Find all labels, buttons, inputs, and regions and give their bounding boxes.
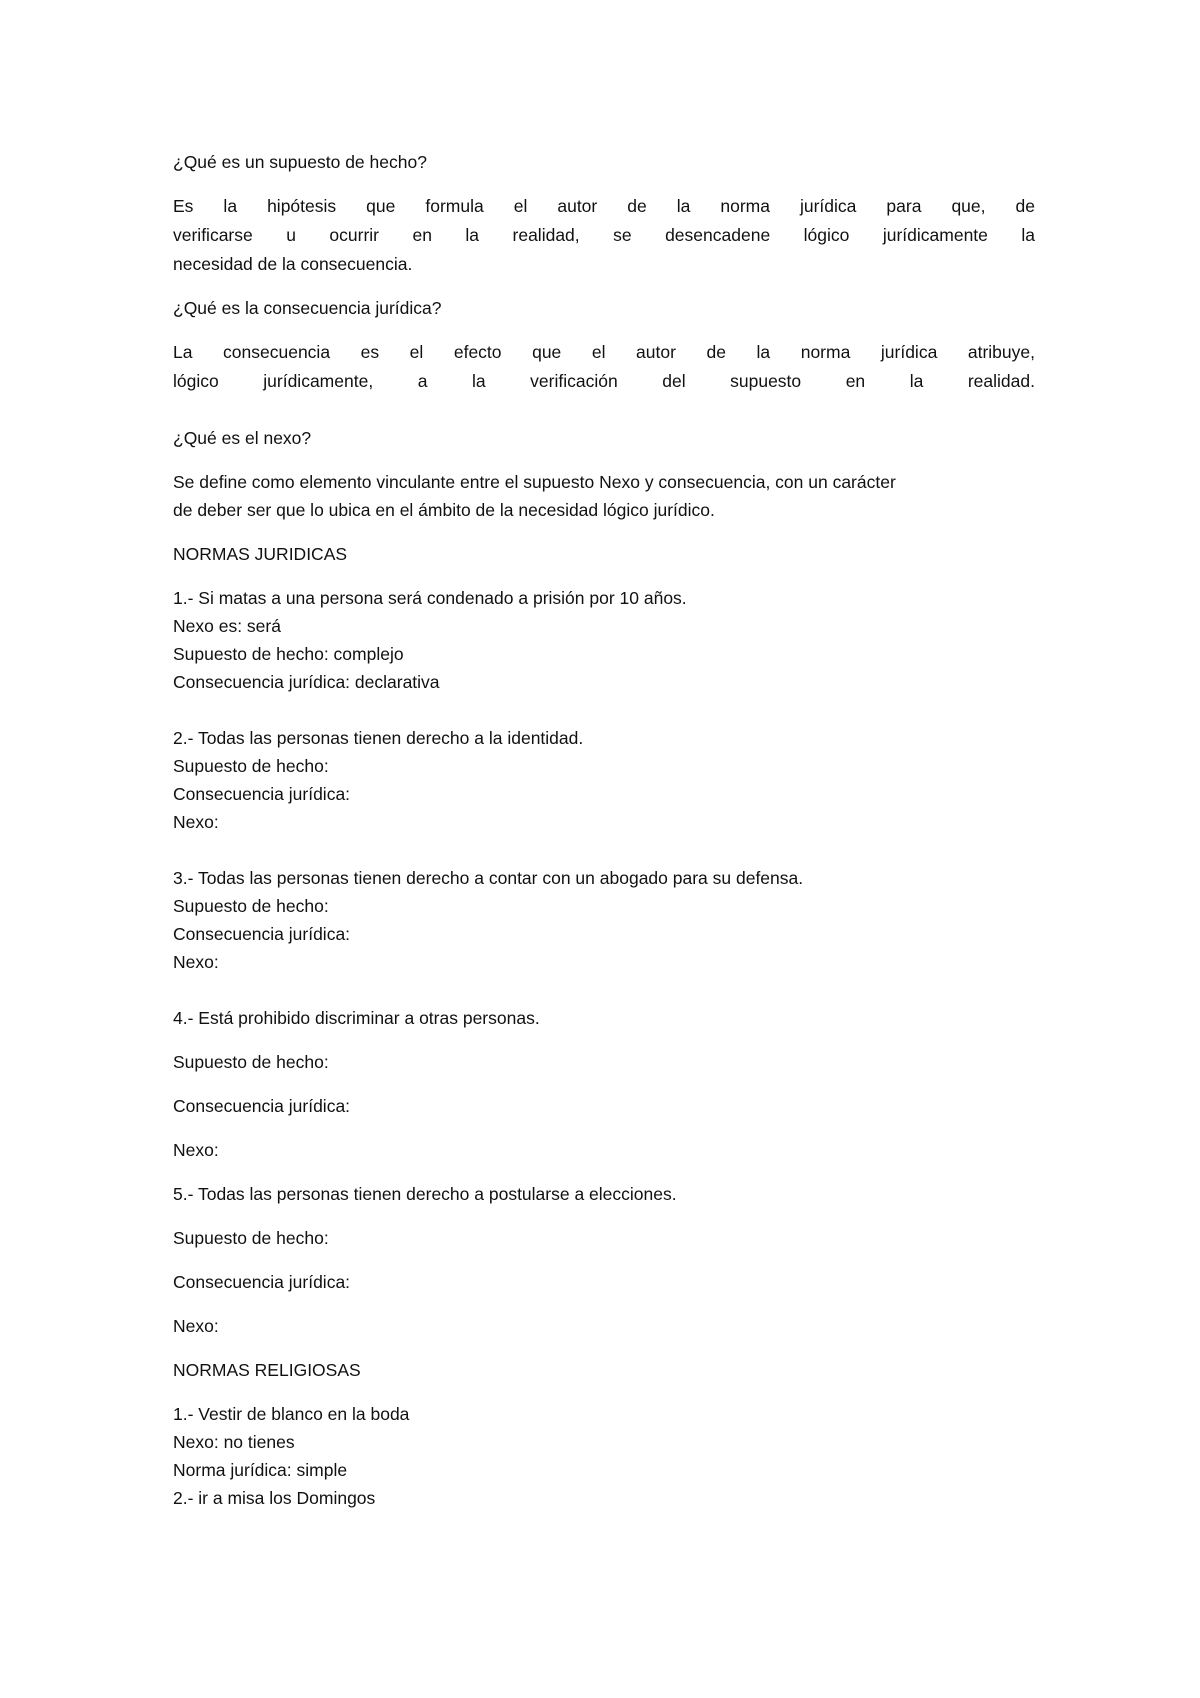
answer-line: Es la hipótesis que formula el autor de la norma jurídica para que, de xyxy=(173,196,1035,216)
norma-tipo: Norma jurídica: simple xyxy=(173,1460,348,1480)
norma-nexo: Nexo: xyxy=(173,812,219,832)
norma-title: 3.- Todas las personas tienen derecho a contar con un abogado para su defensa. xyxy=(173,868,804,888)
norma-nexo: Nexo: xyxy=(173,1140,219,1160)
question-nexo: ¿Qué es el nexo? xyxy=(173,428,312,448)
norma-title: 2.- Todas las personas tienen derecho a la identidad. xyxy=(173,728,584,748)
norma-consecuencia: Consecuencia jurídica: xyxy=(173,1096,351,1116)
norma-nexo: Nexo: xyxy=(173,1316,219,1336)
answer-line: La consecuencia es el efecto que el autor de la norma jurídica atribuye, xyxy=(173,342,1035,362)
norma-juridica-4 xyxy=(173,1004,1035,1164)
document-body xyxy=(173,148,1035,1512)
answer-line: necesidad de la consecuencia. xyxy=(173,254,413,274)
norma-supuesto: Supuesto de hecho: xyxy=(173,756,329,776)
norma-title: 4.- Está prohibido discriminar a otras personas. xyxy=(173,1008,540,1028)
norma-consecuencia: Consecuencia jurídica: declarativa xyxy=(173,672,440,692)
norma-religiosa-1 xyxy=(173,1400,1035,1484)
answer-line: verificarse u ocurrir en la realidad, se desencadene lógico jurídicamente la xyxy=(173,225,1035,245)
answer-line: de deber ser que lo ubica en el ámbito de la necesidad lógico jurídico. xyxy=(173,500,715,520)
norma-consecuencia: Consecuencia jurídica: xyxy=(173,924,351,944)
norma-juridica-2 xyxy=(173,724,1035,836)
norma-juridica-5 xyxy=(173,1180,1035,1340)
norma-supuesto: Supuesto de hecho: complejo xyxy=(173,644,404,664)
answer-nexo xyxy=(173,468,1035,524)
norma-nexo: Nexo: xyxy=(173,952,219,972)
norma-consecuencia: Consecuencia jurídica: xyxy=(173,1272,351,1292)
norma-title: 1.- Si matas a una persona será condenado a prisión por 10 años. xyxy=(173,588,687,608)
norma-title: 1.- Vestir de blanco en la boda xyxy=(173,1404,410,1424)
norma-title: 5.- Todas las personas tienen derecho a postularse a elecciones. xyxy=(173,1184,677,1204)
norma-juridica-3 xyxy=(173,864,1035,976)
question-supuesto-de-hecho: ¿Qué es un supuesto de hecho? xyxy=(173,152,427,172)
answer-line: lógico jurídicamente, a la verificación del supuesto en la realidad. xyxy=(173,371,1035,391)
answer-line: Se define como elemento vinculante entre el supuesto Nexo y consecuencia, con un carácter xyxy=(173,472,896,492)
section-heading-normas-religiosas: NORMAS RELIGIOSAS xyxy=(173,1360,361,1380)
answer-consecuencia-juridica xyxy=(173,338,1035,396)
norma-supuesto: Supuesto de hecho: xyxy=(173,1052,329,1072)
norma-consecuencia: Consecuencia jurídica: xyxy=(173,784,351,804)
section-heading-normas-juridicas: NORMAS JURIDICAS xyxy=(173,544,348,564)
question-consecuencia-juridica: ¿Qué es la consecuencia jurídica? xyxy=(173,298,442,318)
norma-title: 2.- ir a misa los Domingos xyxy=(173,1488,376,1508)
answer-supuesto-de-hecho xyxy=(173,192,1035,278)
norma-supuesto: Supuesto de hecho: xyxy=(173,1228,329,1248)
norma-juridica-1 xyxy=(173,584,1035,696)
norma-religiosa-2 xyxy=(173,1484,1035,1512)
norma-nexo: Nexo: no tienes xyxy=(173,1432,295,1452)
norma-nexo: Nexo es: será xyxy=(173,616,281,636)
norma-supuesto: Supuesto de hecho: xyxy=(173,896,329,916)
